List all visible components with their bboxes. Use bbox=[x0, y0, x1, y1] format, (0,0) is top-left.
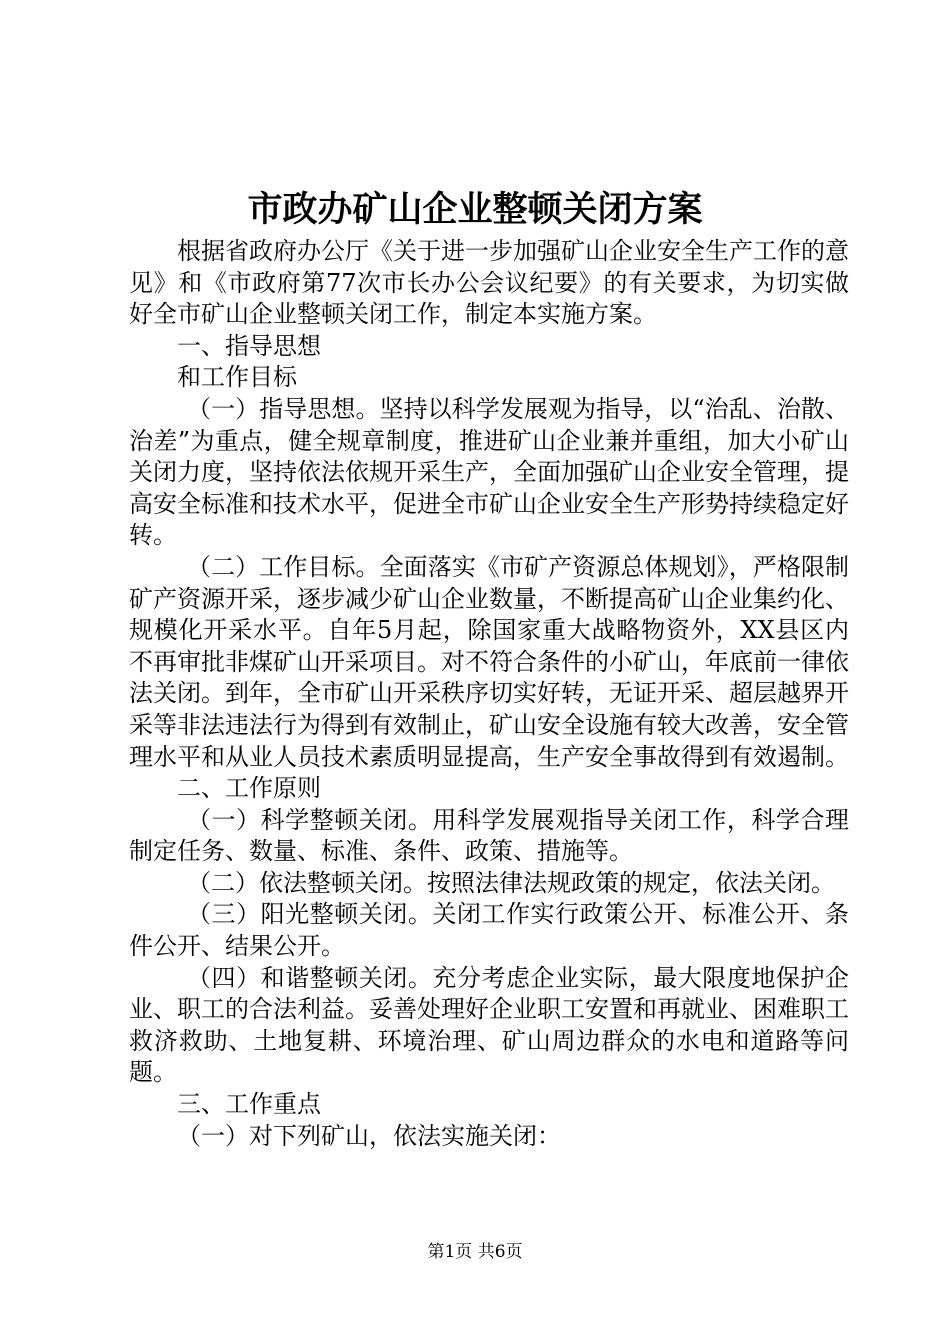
paragraph-principle-4: （四）和谐整顿关闭。充分考虑企业实际，最大限度地保护企业、职工的合法利益。妥善处理好企业职工安置和再就业、困难职工救济救助、土地复耕、环境治理、矿山周边群众的水电和道路等问题。 bbox=[129, 963, 849, 1087]
document-title: 市政办矿山企业整顿关闭方案 bbox=[247, 189, 703, 230]
paragraph-guiding-thought: （一）指导思想。坚持以科学发展观为指导，以“治乱、治散、治差”为重点，健全规章制度，推进矿山企业兼并重组，加大小矿山关闭力度，坚持依法依规开采生产，全面加强矿山企业安全管理，提高安全标准和技术水平，促进全市矿山企业安全生产形势持续稳定好转。 bbox=[129, 394, 849, 550]
paragraph-principle-1: （一）科学整顿关闭。用科学发展观指导关闭工作，科学合理制定任务、数量、标准、条件、政策、措施等。 bbox=[129, 805, 849, 866]
heading-section-1-cont: 和工作目标 bbox=[177, 363, 297, 392]
heading-section-2: 二、工作原则 bbox=[177, 774, 321, 803]
paragraph-key-work-1: （一）对下列矿山，依法实施关闭： bbox=[177, 1121, 561, 1150]
document-body bbox=[129, 236, 849, 1152]
heading-section-1: 一、指导思想 bbox=[177, 331, 321, 360]
paragraph-work-goals: （二）工作目标。全面落实《市矿产资源总体规划》，严格限制矿产资源开采，逐步减少矿山企业数量，不断提高矿山企业集约化、规模化开采水平。自年5月起，除国家重大战略物资外，XX县区内不再审批非煤矿山开采项目。对不符合条件的小矿山，年底前一律依法关闭。到年，全市矿山开采秩序切实好转，无证开采、超层越界开采等非法违法行为得到有效制止，矿山安全设施有较大改善，安全管理水平和从业人员技术素质明显提高，生产安全事故得到有效遏制。 bbox=[129, 552, 849, 771]
page-footer: 第1页 共6页 bbox=[427, 1242, 523, 1262]
heading-section-3: 三、工作重点 bbox=[177, 1090, 321, 1119]
paragraph-intro: 根据省政府办公厅《关于进一步加强矿山企业安全生产工作的意见》和《市政府第77次市长办公会议纪要》的有关要求，为切实做好全市矿山企业整顿关闭工作，制定本实施方案。 bbox=[129, 237, 849, 329]
paragraph-principle-2: （二）依法整顿关闭。按照法律法规政策的规定，依法关闭。 bbox=[187, 868, 835, 897]
paragraph-principle-3: （三）阳光整顿关闭。关闭工作实行政策公开、标准公开、条件公开、结果公开。 bbox=[129, 900, 849, 961]
